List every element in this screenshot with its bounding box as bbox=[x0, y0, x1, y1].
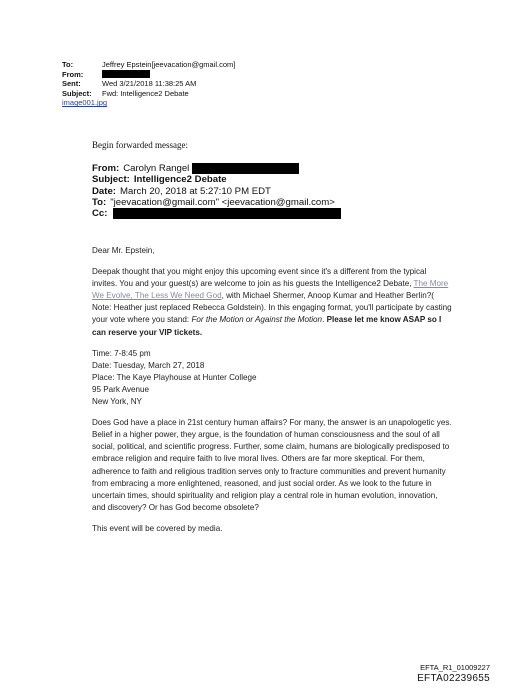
to-label: To: bbox=[62, 60, 74, 69]
debate-title-link[interactable]: The More We Evolve, The Less We Need God bbox=[92, 279, 449, 301]
invite-text: , with Michael Shermer, Anoop Kumar and Heather Berlin?( Note: Heather just replaced Rebecca Goldstein). In this engaging format, you'll participate by casting your vote where you stand: bbox=[92, 291, 452, 325]
invite-text: Deepak thought that you might enjoy this upcoming event since it's a different from the typical invites. You and your guest(s) are welcome to join as his guests the Intelligence2 Debate, bbox=[92, 267, 427, 289]
forwarded-intro: Begin forwarded message: bbox=[92, 140, 188, 150]
fwd-date-label: Date: bbox=[92, 185, 116, 197]
event-time: Time: 7-8:45 pm bbox=[92, 348, 151, 358]
subject-value: Fwd: Intelligence2 Debate bbox=[102, 88, 189, 98]
fwd-subject-row bbox=[92, 174, 341, 185]
rsvp-request: Please let me know ASAP so I can reserve your VIP tickets. bbox=[92, 315, 442, 337]
fwd-cc-row bbox=[92, 208, 341, 219]
attachment-row bbox=[62, 98, 235, 108]
invite-paragraph bbox=[92, 266, 452, 339]
header-sent-row bbox=[62, 79, 235, 89]
redaction-box bbox=[102, 70, 150, 78]
to-value: Jeffrey Epstein[jeevacation@gmail.com] bbox=[102, 60, 236, 69]
event-date: Date: Tuesday, March 27, 2018 bbox=[92, 360, 205, 370]
fwd-date-row bbox=[92, 186, 341, 197]
fwd-from-value: Carolyn Rangel bbox=[123, 163, 190, 174]
fwd-subject-label: Subject: bbox=[92, 174, 130, 186]
fwd-from-label: From: bbox=[92, 163, 120, 174]
fwd-subject-value: Intelligence2 Debate bbox=[133, 174, 227, 186]
header-from-row bbox=[62, 70, 235, 80]
fwd-to-row bbox=[92, 197, 341, 208]
greeting: Dear Mr. Epstein, bbox=[92, 246, 155, 255]
document-id-small: EFTA_R1_01009227 bbox=[420, 663, 490, 672]
header-subject-row bbox=[62, 89, 235, 99]
redaction-box bbox=[192, 163, 299, 174]
description-paragraph: Does God have a place in 21st century human affairs? For many, the answer is an unapologetic yes. Belief in a higher power, they argue, is the foundation of human consciousness and the soul of all social, political, and scientific progress. Further, some claim, humans are biologically predisposed to embrace religion and require faith to live moral lives. Others are far more skeptical. For them, adherence to faith and religious tradition serves only to fracture communities and prevent humanity from embracing a more enlightened, reasoned, and just social order. As we look to the future in uncertain times, should spirituality and religion play a central role in human evolution, innovation, and discovery? Or has God become obsolete? bbox=[92, 418, 452, 512]
fwd-to-value: "jeevacation@gmail.com" <jeevacation@gmail.com> bbox=[110, 196, 335, 208]
media-note: This event will be covered by media. bbox=[92, 523, 223, 533]
message-body bbox=[92, 245, 452, 544]
forwarded-header bbox=[92, 163, 341, 219]
sent-value: Wed 3/21/2018 11:38:25 AM bbox=[102, 79, 197, 89]
document-id-large: EFTA02239655 bbox=[417, 673, 490, 684]
sent-label: Sent: bbox=[62, 79, 81, 89]
fwd-date-value: March 20, 2018 at 5:27:10 PM EDT bbox=[120, 185, 271, 197]
fwd-to-label: To: bbox=[92, 196, 107, 208]
invite-text: . bbox=[322, 315, 327, 325]
attachment-link[interactable]: image001.jpg bbox=[62, 98, 108, 108]
redaction-box bbox=[113, 208, 341, 219]
event-address-2: New York, NY bbox=[92, 397, 142, 407]
header-to-row bbox=[62, 60, 235, 70]
fwd-from-row bbox=[92, 163, 341, 174]
event-place: Place: The Kaye Playhouse at Hunter College bbox=[92, 372, 257, 382]
subject-label: Subject: bbox=[62, 88, 92, 98]
event-address-1: 95 Park Avenue bbox=[92, 384, 149, 394]
fwd-cc-label: Cc: bbox=[92, 208, 108, 220]
from-label: From: bbox=[62, 69, 84, 79]
email-header bbox=[62, 60, 235, 108]
motion-text: For the Motion or Against the Motion bbox=[191, 315, 323, 325]
event-details bbox=[92, 348, 452, 408]
